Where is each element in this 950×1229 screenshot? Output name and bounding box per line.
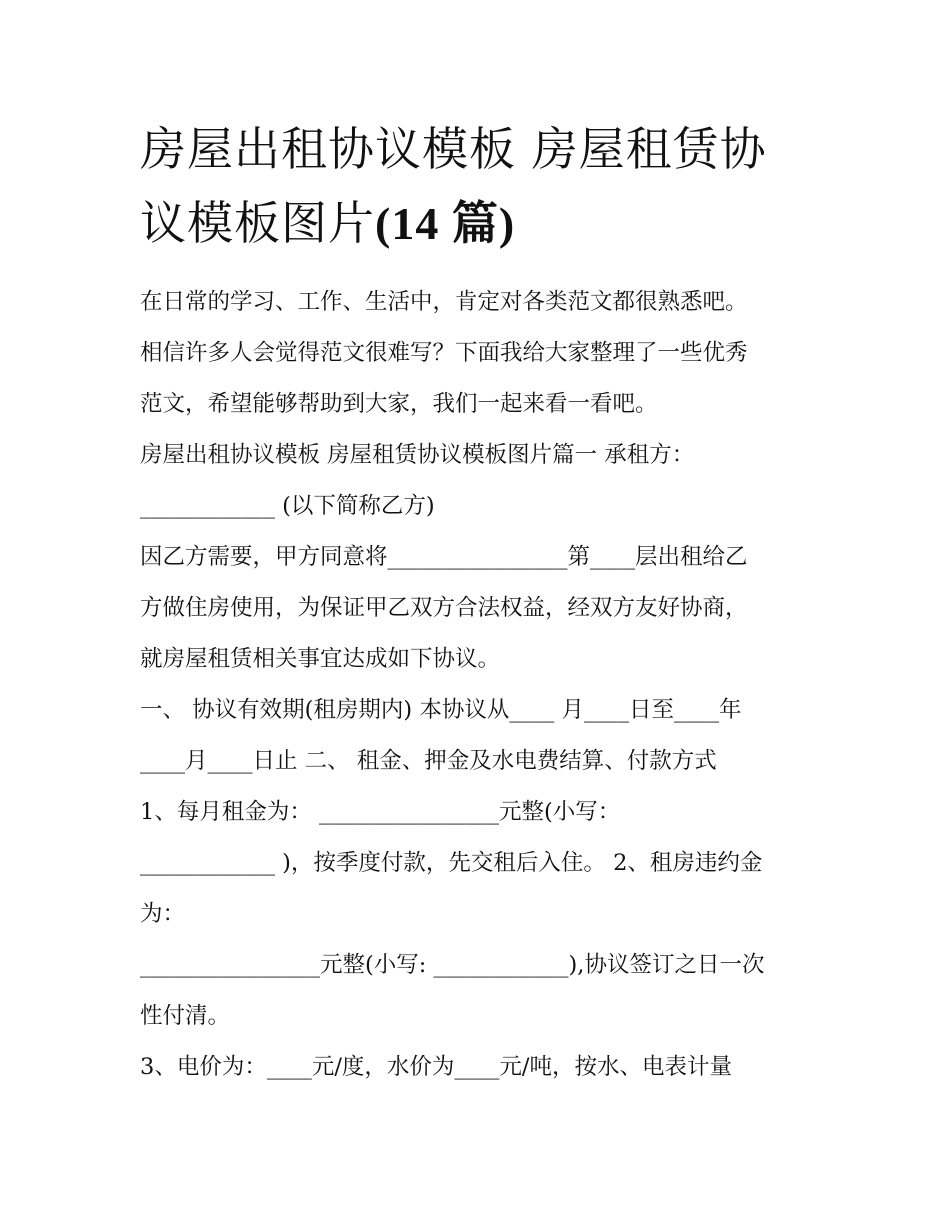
body-line-1: 在日常的学习、工作、生活中，肯定对各类范文都很熟悉吧。 [140, 289, 748, 315]
title-line-2 [140, 186, 830, 261]
body-line-14: ________________元整(小写: ____________),协议签订之日一次 [140, 952, 765, 978]
body-line-4: 房屋出租协议模板 房屋租赁协议模板图片篇一 承租方： [140, 442, 695, 468]
title-line-2-count: (14 篇) [375, 198, 516, 249]
body-line-11: 1、每月租金为： ________________元整(小写： [140, 799, 621, 825]
document-body [140, 277, 830, 1093]
body-line-10: ____月____日止 二、 租金、押金及水电费结算、付款方式 [140, 748, 717, 774]
body-line-12: ____________ )，按季度付款，先交租后入住。 2、租房违约金 [140, 850, 763, 876]
document-title [140, 112, 830, 261]
title-line-1: 房屋出租协议模板 房屋租赁协 [140, 122, 767, 176]
body-line-5: ____________ (以下简称乙方) [140, 493, 435, 519]
body-line-9: 一、 协议有效期(租房期内) 本协议从____ 月____日至____年 [140, 697, 742, 723]
body-line-13: 为： [140, 901, 186, 927]
body-line-8: 就房屋租赁相关事宜达成如下协议。 [140, 646, 501, 672]
body-line-3: 范文，希望能够帮助到大家，我们一起来看一看吧。 [140, 391, 658, 417]
body-line-16: 3、电价为：____元/度，水价为____元/吨，按水、电表计量 [140, 1054, 732, 1080]
body-line-2: 相信许多人会觉得范文很难写？下面我给大家整理了一些优秀 [140, 340, 748, 366]
body-line-7: 方做住房使用，为保证甲乙双方合法权益，经双方友好协商， [140, 595, 748, 621]
body-line-6: 因乙方需要，甲方同意将________________第____层出租给乙 [140, 544, 748, 570]
body-line-15: 性付清。 [140, 1003, 231, 1029]
title-line-2-text: 议模板图片 [140, 196, 375, 250]
